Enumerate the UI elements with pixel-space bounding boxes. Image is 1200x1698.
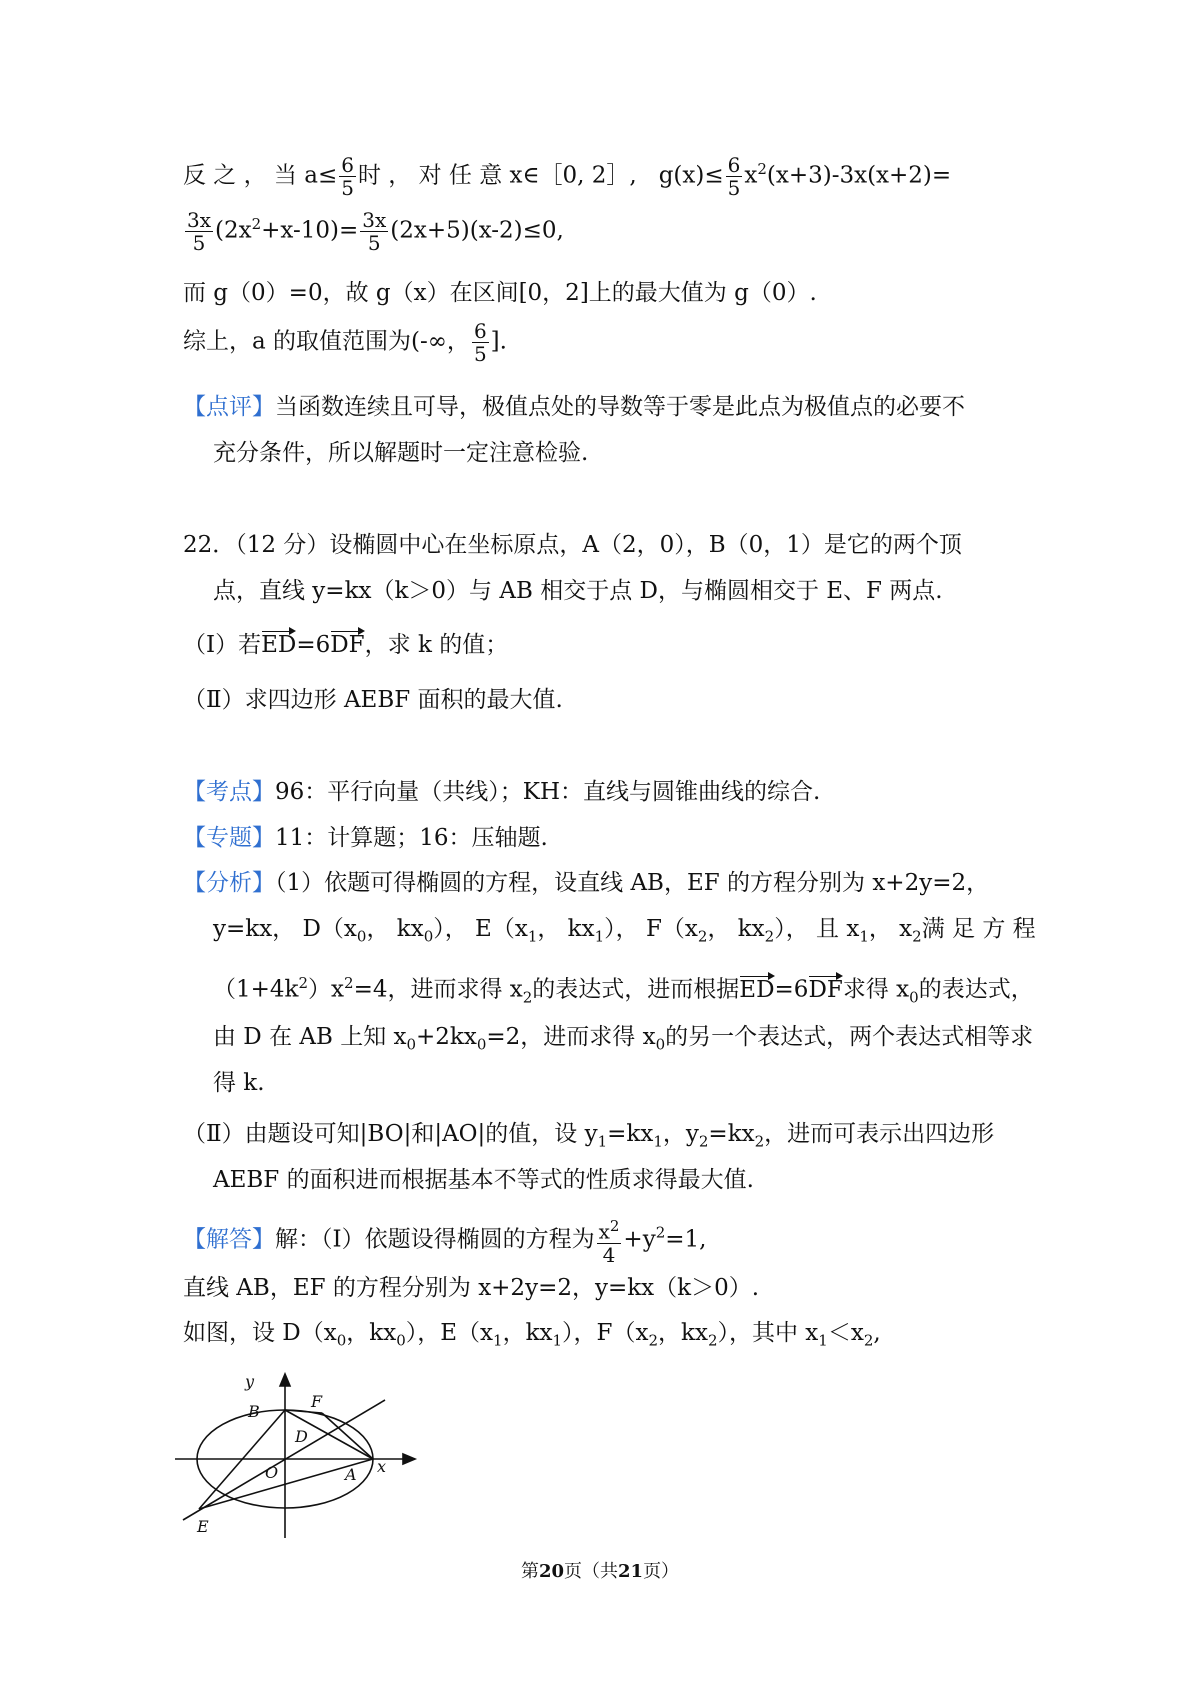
text: g(x)≤ (658, 162, 724, 189)
line-ef (183, 1400, 385, 1520)
text: 得 k. (213, 1070, 265, 1096)
label-o: O (265, 1463, 279, 1482)
text: 时 ， 对 任 意 x∈［0, 2］, (357, 162, 637, 189)
vector-df: DF (808, 973, 842, 1007)
subscript: 0 (396, 1331, 406, 1350)
text: ），E（x (405, 1320, 494, 1346)
text: =6 (774, 976, 809, 1003)
text: 解：（Ⅰ）依题设得椭圆的方程为 (275, 1226, 595, 1253)
text: （1+4k (213, 976, 299, 1003)
section-tag: 【考点】 (183, 779, 275, 805)
text: 22．（12 分）设椭圆中心在坐标原点，A（2，0），B（0，1）是它的两个顶 (183, 532, 962, 558)
text: x (744, 162, 758, 189)
text: =1, (665, 1226, 707, 1253)
subscript: 1 (859, 927, 869, 946)
text: 页） (643, 1561, 680, 1582)
text: ）x (308, 976, 345, 1003)
text-line (183, 1271, 759, 1305)
text: ]. (490, 328, 507, 355)
superscript: 2 (609, 1217, 620, 1235)
text: ）， 且 x (774, 916, 860, 942)
text: 由 D 在 AB 上知 x (213, 1024, 407, 1050)
text: 页（共 (564, 1561, 618, 1582)
text: 直线 AB，EF 的方程分别为 x+2y=2，y=kx（k＞0）. (183, 1275, 760, 1301)
text-line (183, 320, 507, 365)
label-e: E (197, 1517, 209, 1536)
text: ，kx (346, 1320, 397, 1346)
x-axis-arrow (403, 1454, 415, 1464)
text: (2x (215, 217, 252, 244)
text: +y (623, 1226, 656, 1253)
text: =4，进而求得 x (353, 976, 523, 1003)
text: ， kx (366, 916, 424, 942)
fraction (472, 320, 489, 365)
text: 反 之 ， 当 a (183, 162, 318, 189)
denominator: 5 (473, 342, 487, 366)
text: ，y (662, 1121, 699, 1147)
subscript: 1 (552, 1331, 563, 1350)
text: =6 (296, 632, 331, 658)
question-line (183, 683, 563, 717)
text: ， kx (537, 916, 595, 942)
page-footer (0, 1557, 1200, 1583)
text: （Ⅱ）由题设可知|BO|和|AO|的值，设 y (183, 1121, 598, 1147)
total-pages: 21 (618, 1561, 644, 1582)
subscript: 0 (336, 1331, 347, 1350)
subscript: 1 (527, 927, 538, 946)
text: ）， F（x (604, 916, 698, 942)
text-line (183, 276, 817, 310)
subscript: 2 (863, 1331, 874, 1350)
text: ≤ (317, 162, 338, 189)
subscript: 0 (406, 1035, 417, 1054)
text-line (213, 966, 1034, 1014)
text: （1）依题可得椭圆的方程，设直线 AB，EF 的方程分别为 x+2y=2， (275, 870, 990, 896)
fraction (360, 209, 388, 254)
superscript: 2 (344, 974, 354, 992)
subscript: 2 (698, 1132, 709, 1151)
text: 综上，a 的取值范围为(-∞， (183, 328, 470, 355)
fraction (597, 1215, 622, 1266)
text-line (183, 821, 548, 855)
numerator: 6 (727, 153, 741, 178)
text: 满 足 方 程 (921, 916, 1036, 942)
label-x: x (377, 1457, 387, 1476)
text: 4 (602, 1242, 616, 1267)
section-tag: 【点评】 (183, 394, 275, 420)
text-line (213, 1163, 754, 1197)
denominator: 5 (341, 176, 354, 201)
subscript: 1 (818, 1331, 828, 1350)
text-line (183, 775, 820, 809)
subscript: 2 (648, 1331, 659, 1350)
text: =2，进而求得 x (486, 1024, 656, 1050)
subscript: 0 (476, 1035, 487, 1054)
text: 的表达式，进而根据 (532, 976, 740, 1003)
text: 的另一个表达式，两个表达式相等求 (665, 1024, 1034, 1050)
denominator: 5 (192, 231, 206, 256)
ellipse-diagram (175, 1372, 435, 1542)
text-line (183, 1215, 706, 1266)
numerator: 3x (187, 208, 212, 233)
label-b: B (248, 1402, 260, 1421)
subscript: 2 (754, 1132, 765, 1151)
text: 当函数连续且可导，极值点处的导数等于零是此点为极值点的必要不 (275, 394, 965, 420)
subscript: 2 (764, 927, 775, 946)
text: ），其中 x (717, 1320, 819, 1346)
text-line (213, 1020, 1033, 1062)
text: ，进而可表示出四边形 (764, 1121, 995, 1147)
text-line (183, 207, 564, 254)
text: 96：平行向量（共线）；KH：直线与圆锥曲线的综合. (275, 779, 821, 805)
text: ＜x (827, 1320, 864, 1346)
fraction (726, 154, 743, 199)
subscript: 2 (697, 927, 708, 946)
text: ， kx (707, 916, 765, 942)
label-d: D (295, 1427, 308, 1446)
text: 如图，设 D（x (183, 1320, 337, 1346)
subscript: 2 (707, 1331, 718, 1350)
superscript: 2 (251, 215, 262, 233)
subscript: 1 (493, 1331, 503, 1350)
text: =kx (708, 1121, 755, 1147)
text-line (183, 1117, 994, 1159)
text-line (183, 390, 965, 424)
text: AEBF 的面积进而根据基本不等式的性质求得最大值. (213, 1167, 754, 1193)
text: （Ⅰ）若 (183, 632, 262, 658)
text: 而 g（0）=0，故 g（x）在区间[0，2]上的最大值为 g（0）. (183, 280, 817, 306)
subscript: 2 (522, 988, 533, 1007)
text: (x+3)-3x(x+2)= (766, 162, 952, 189)
subscript: 0 (909, 988, 919, 1007)
denominator: 5 (727, 176, 741, 201)
text: , (873, 1320, 881, 1346)
subscript: 1 (594, 927, 605, 946)
text: 点，直线 y=kx（k＞0）与 AB 相交于点 D，与椭圆相交于 E、F 两点. (213, 578, 943, 604)
text: +x-10)= (261, 217, 359, 244)
section-tag: 【分析】 (183, 870, 275, 896)
text: 11：计算题；16：压轴题. (275, 825, 548, 851)
text: ，kx (502, 1320, 553, 1346)
subscript: 0 (356, 927, 367, 946)
section-tag: 【专题】 (183, 825, 275, 851)
subscript: 1 (597, 1132, 608, 1151)
text: ，求 k 的值； (364, 632, 509, 658)
numerator: 3x (362, 208, 387, 233)
numerator: 6 (473, 319, 487, 343)
question-line (213, 574, 943, 608)
text-line (213, 436, 588, 470)
section-tag: 【解答】 (183, 1226, 275, 1253)
numerator: 6 (341, 153, 354, 178)
fraction (339, 154, 356, 199)
subscript: 0 (655, 1035, 666, 1054)
text: 的表达式， (918, 976, 1034, 1003)
page-number: 20 (538, 1561, 564, 1582)
label-a: A (345, 1465, 357, 1484)
text: 第 (520, 1561, 539, 1582)
text: +2kx (416, 1024, 477, 1050)
text: 充分条件，所以解题时一定注意检验. (213, 440, 589, 466)
text-line (213, 912, 1036, 954)
vector-ed: ED (261, 628, 296, 662)
label-f: F (311, 1392, 323, 1411)
text: x (598, 1219, 610, 1244)
vector-ed: ED (739, 973, 774, 1007)
vector-df: DF (330, 628, 364, 662)
y-axis-arrow (280, 1374, 290, 1386)
text-line (213, 1066, 265, 1100)
question-line (183, 628, 508, 662)
text: 求得 x (842, 976, 910, 1003)
text-line (183, 866, 989, 900)
text: ），F（x (562, 1320, 649, 1346)
subscript: 2 (912, 927, 922, 946)
text: (2x+5)(x-2)≤0, (390, 217, 564, 244)
text: ）， E（x (433, 916, 528, 942)
text-line (183, 152, 951, 199)
superscript: 2 (298, 974, 309, 992)
text: ，kx (658, 1320, 708, 1346)
text (597, 1215, 622, 1244)
text: =kx (607, 1121, 654, 1147)
line-fa (322, 1413, 373, 1459)
subscript: 1 (653, 1132, 663, 1151)
subscript: 0 (423, 927, 434, 946)
superscript: 2 (655, 1223, 666, 1242)
text: （Ⅱ）求四边形 AEBF 面积的最大值. (183, 687, 563, 713)
denominator: 5 (367, 231, 381, 256)
text-line (183, 1316, 881, 1358)
text: y=kx， D（x (213, 916, 357, 942)
text: ， x (868, 916, 913, 942)
label-y: y (245, 1372, 255, 1391)
fraction (185, 209, 213, 254)
superscript: 2 (757, 160, 767, 178)
question-line (183, 528, 962, 562)
